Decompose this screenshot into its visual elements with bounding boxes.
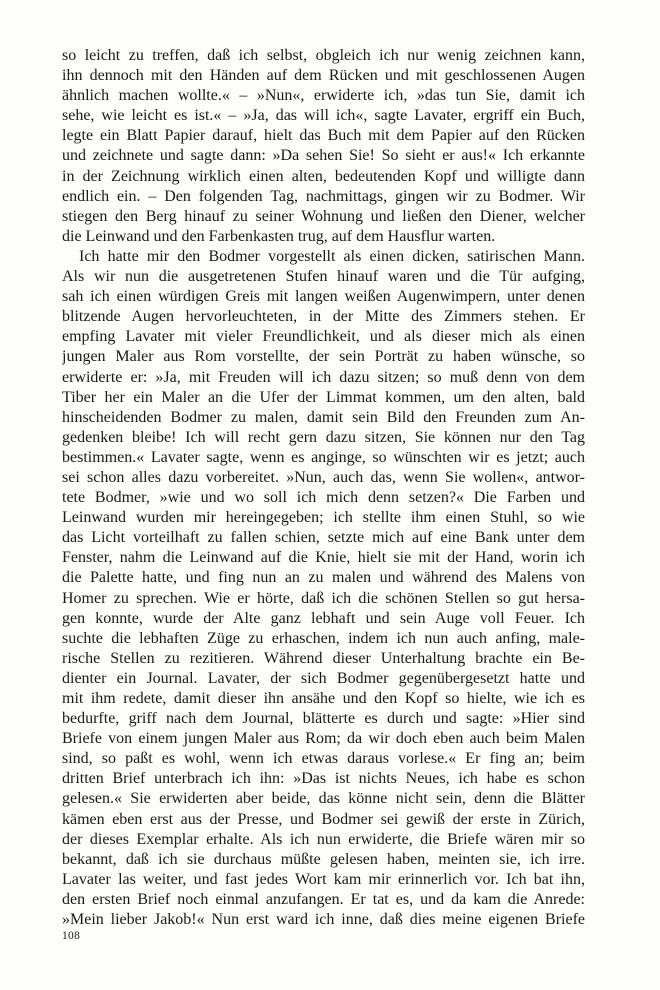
text-line-paragraph-start: Ich hatte mir den Bodmer vorgestellt als einen dicken, satirischen Mann. <box>79 247 585 265</box>
text-line: bestimmen.« Lavater sagte, wenn es anginge, so wünschten wir es jetzt; auch <box>62 448 585 466</box>
text-line: stiegen den Berg hinauf zu seiner Wohnung und ließen den Diener, welcher <box>62 207 585 225</box>
text-line: Tiber her ein Maler an die Ufer der Limmat kommen, um den alten, bald <box>62 388 585 406</box>
text-line: bedurfte, griff nach dem Journal, blätterte es durch und sagte: »Hier sind <box>62 710 585 728</box>
text-line: die Palette hatte, und fing nun an zu malen und während des Malens von <box>62 569 585 587</box>
body-text <box>62 46 585 930</box>
text-line: gedenken bleibe! Ich will recht gern dazu sitzen, Sie können nur den Tag <box>62 428 585 446</box>
text-line: blitzende Augen hervorleuchteten, in der Mitte des Zimmers stehen. Er <box>62 308 585 326</box>
text-line: ihn dennoch mit den Händen auf dem Rücken und mit geschlossenen Augen <box>62 67 585 85</box>
text-line-paragraph-end: die Leinwand und den Farbenkasten trug, auf dem Hausflur warten. <box>62 227 496 245</box>
text-line: tete Bodmer, »wie und wo soll ich mich denn setzen?« Die Farben und <box>62 489 585 507</box>
text-line: der dieses Exemplar erhalte. Als ich nun erwiderte, die Briefe wären mir so <box>62 830 585 848</box>
text-line: suchte die lebhaften Züge zu erhaschen, indem ich nun auch anfing, male- <box>62 629 585 647</box>
text-line: Homer zu sprechen. Wie er hörte, daß ich die schönen Stellen so gut hersa- <box>62 589 585 607</box>
text-line: und zeichnete und sagte dann: »Da sehen Sie! So sieht er aus!« Ich erkannte <box>62 147 585 165</box>
text-line: Leinwand wurden mir hereingegeben; ich stellte ihm einen Stuhl, so wie <box>62 509 585 527</box>
text-line: ähnlich machen wollte.« – »Nun«, erwiderte ich, »das tun Sie, damit ich <box>62 87 585 105</box>
text-line: gelesen.« Sie erwiderten aber beide, das könne nicht sein, denn die Blätter <box>62 790 585 808</box>
text-line: dritten Brief unterbrach ich ihn: »Das ist nichts Neues, ich habe es schon <box>62 770 585 788</box>
text-line: legte ein Blatt Papier darauf, hielt das Buch mit dem Papier auf den Rücken <box>62 127 585 145</box>
text-line: endlich ein. – Den folgenden Tag, nachmittags, gingen wir zu Bodmer. Wir <box>62 187 585 205</box>
page-number: 108 <box>62 930 81 942</box>
text-line: bekannt, daß ich sie durchaus müßte gelesen haben, meinten sie, ich irre. <box>62 850 585 868</box>
text-line: gen konnte, wurde der Alte ganz lebhaft und sein Auge voll Feuer. Ich <box>62 609 585 627</box>
text-line: das Licht vorteilhaft zu fallen schien, setzte mich auf eine Bank unter dem <box>62 529 585 547</box>
text-line: jungen Maler aus Rom vorstellte, der sein Porträt zu haben wünsche, so <box>62 348 585 366</box>
text-line: kämen eben erst aus der Presse, und Bodmer sei gewiß der erste in Zürich, <box>62 810 585 828</box>
text-line: »Mein lieber Jakob!« Nun erst ward ich inne, daß dies meine eigenen Briefe <box>62 911 585 929</box>
text-line: Als wir nun die ausgetretenen Stufen hinauf waren und die Tür aufging, <box>62 268 585 286</box>
text-line: rische Stellen zu rezitieren. Während dieser Unterhaltung brachte ein Be- <box>62 649 585 667</box>
text-line: erwiderte er: »Ja, mit Freuden will ich dazu sitzen; so muß denn von dem <box>62 368 585 386</box>
text-line: sei schon alles dazu vorbereitet. »Nun, auch das, wenn Sie wollen«, antwor- <box>62 468 585 486</box>
text-line: dienter ein Journal. Lavater, der sich Bodmer gegenübergesetzt hatte und <box>62 669 585 687</box>
text-line: Fenster, nahm die Leinwand auf die Knie, hielt sie mit der Hand, worin ich <box>62 549 585 567</box>
text-line: mit ihm redete, damit dieser ihn ansähe und den Kopf so hielte, wie ich es <box>62 690 585 707</box>
text-line: sind, so paßt es wohl, wenn ich etwas daraus vorlese.« Er fing an; beim <box>62 750 585 768</box>
text-line: sehe, wie leicht es ist.« – »Ja, das will ich«, sagte Lavater, ergriff ein Buch, <box>62 107 585 125</box>
text-line: so leicht zu treffen, daß ich selbst, obgleich ich nur wenig zeichnen kann, <box>62 47 585 64</box>
text-line: in der Zeichnung wirklich einen alten, bedeutenden Kopf und willigte dann <box>62 167 585 185</box>
text-line: hinscheidenden Bodmer zu malen, damit sein Bild den Freunden zum An- <box>62 408 585 426</box>
text-line: sah ich einen würdigen Greis mit langen weißen Augenwimpern, unter denen <box>62 288 585 306</box>
text-line: empfing Lavater mit vieler Freundlichkeit, und als dieser mich als einen <box>62 328 585 346</box>
text-line: den ersten Brief noch einmal anzufangen. Er tat es, und da kam die Anrede: <box>62 890 585 908</box>
text-line: Lavater las weiter, und fast jedes Wort kam mir erinnerlich vor. Ich bat ihn, <box>62 870 585 888</box>
text-line: Briefe von einem jungen Maler aus Rom; da wir doch eben auch beim Malen <box>62 730 585 748</box>
